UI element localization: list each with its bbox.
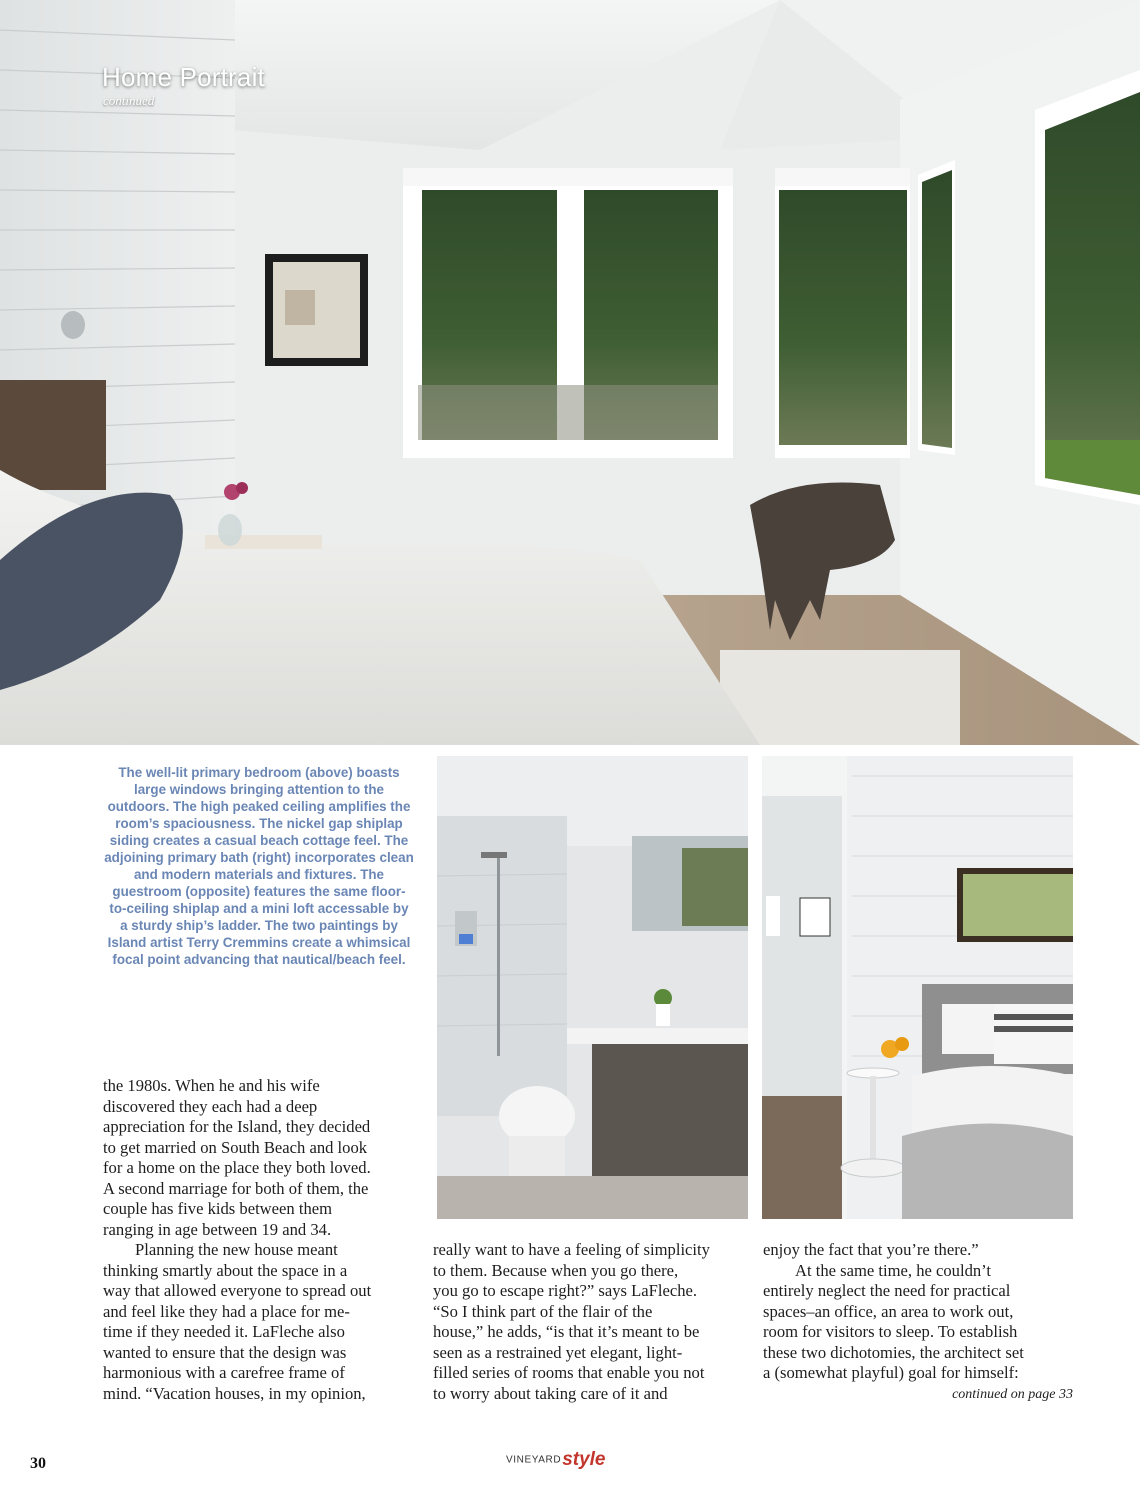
text-line: mind. “Vacation houses, in my opinion,	[103, 1383, 366, 1403]
photo-caption: The well-lit primary bedroom (above) boasts large windows bringing attention to the outdoors. The high peaked ceiling amplifies the room’s spaciousness. The nickel gap shiplap siding creates a casual beach cottage feel. The adjoining primary bath (right) incorporates clean and modern materials and fixtures. The guestroom (opposite) features the same floor-to-ceiling shiplap and a mini loft accessable by a sturdy ship’s ladder. The two paintings by Island artist Terry Cremmins create a whimsical focal point advancing that nautical/beach feel.	[104, 765, 414, 967]
hero-photo-primary-bedroom	[0, 0, 1140, 745]
magazine-logo-name: style	[562, 1449, 606, 1470]
guestroom-illustration	[762, 756, 1073, 1219]
text-line: “So I think part of the flair of the	[433, 1301, 653, 1321]
text-line: really want to have a feeling of simplicity	[433, 1240, 710, 1259]
text-line: for a home on the place they both loved.	[103, 1158, 371, 1177]
text-line: and feel like they had a place for me-	[103, 1301, 350, 1321]
text-line: thinking smartly about the space in a	[103, 1260, 348, 1280]
body-column-3	[763, 1240, 1073, 1405]
magazine-logo	[506, 1449, 606, 1471]
text-line: to them. Because when you go there,	[433, 1260, 679, 1280]
text-line: time if they needed it. LaFleche also	[103, 1322, 345, 1341]
text-line: A second marriage for both of them, the	[103, 1178, 369, 1198]
continued-on-link[interactable]: continued on page 33	[952, 1386, 1073, 1402]
text-line: couple has five kids between them	[103, 1199, 333, 1218]
body-paragraph	[103, 1240, 413, 1404]
text-line: to get married on South Beach and look	[103, 1137, 368, 1157]
body-column-1	[103, 1076, 413, 1404]
body-paragraph	[763, 1240, 1073, 1261]
text-line: Planning the new house meant	[135, 1240, 338, 1259]
text-line: appreciation for the Island, they decided	[103, 1117, 371, 1136]
text-line: to worry about taking care of it and	[433, 1383, 668, 1403]
bedroom-illustration	[0, 0, 1140, 745]
bath-illustration	[437, 756, 748, 1219]
photo-primary-bath	[437, 756, 748, 1219]
text-line: wanted to ensure that the design was	[103, 1342, 347, 1362]
section-subtitle: continued	[103, 93, 155, 108]
text-line: these two dichotomies, the architect set	[763, 1342, 1024, 1362]
text-line: ranging in age between 19 and 34.	[103, 1219, 332, 1239]
section-title: Home Portrait	[102, 62, 265, 92]
text-line: a (somewhat playful) goal for himself:	[763, 1363, 1019, 1382]
text-line: way that allowed everyone to spread out	[103, 1281, 372, 1300]
text-line: you go to escape right?” says LaFleche.	[433, 1281, 698, 1300]
magazine-logo-prefix: VINEYARD	[506, 1454, 562, 1466]
body-paragraph	[433, 1240, 748, 1404]
text-line: spaces–an office, an area to work out,	[763, 1301, 1014, 1321]
photo-guestroom	[762, 756, 1073, 1219]
text-line: filled series of rooms that enable you not	[433, 1363, 705, 1382]
text-line: seen as a restrained yet elegant, light-	[433, 1342, 683, 1362]
text-line: house,” he adds, “is that it’s meant to be	[433, 1322, 700, 1341]
text-line: the 1980s. When he and his wife	[103, 1076, 320, 1095]
text-line: enjoy the fact that you’re there.”	[763, 1240, 979, 1259]
body-paragraph	[103, 1076, 413, 1240]
text-line: room for visitors to sleep. To establish	[763, 1322, 1018, 1341]
body-column-2	[433, 1240, 748, 1404]
body-paragraph	[763, 1261, 1073, 1384]
text-line: entirely neglect the need for practical	[763, 1281, 1011, 1300]
page-number: 30	[30, 1455, 46, 1472]
text-line: discovered they each had a deep	[103, 1096, 318, 1116]
text-line: harmonious with a carefree frame of	[103, 1363, 345, 1382]
text-line: At the same time, he couldn’t	[795, 1260, 992, 1280]
